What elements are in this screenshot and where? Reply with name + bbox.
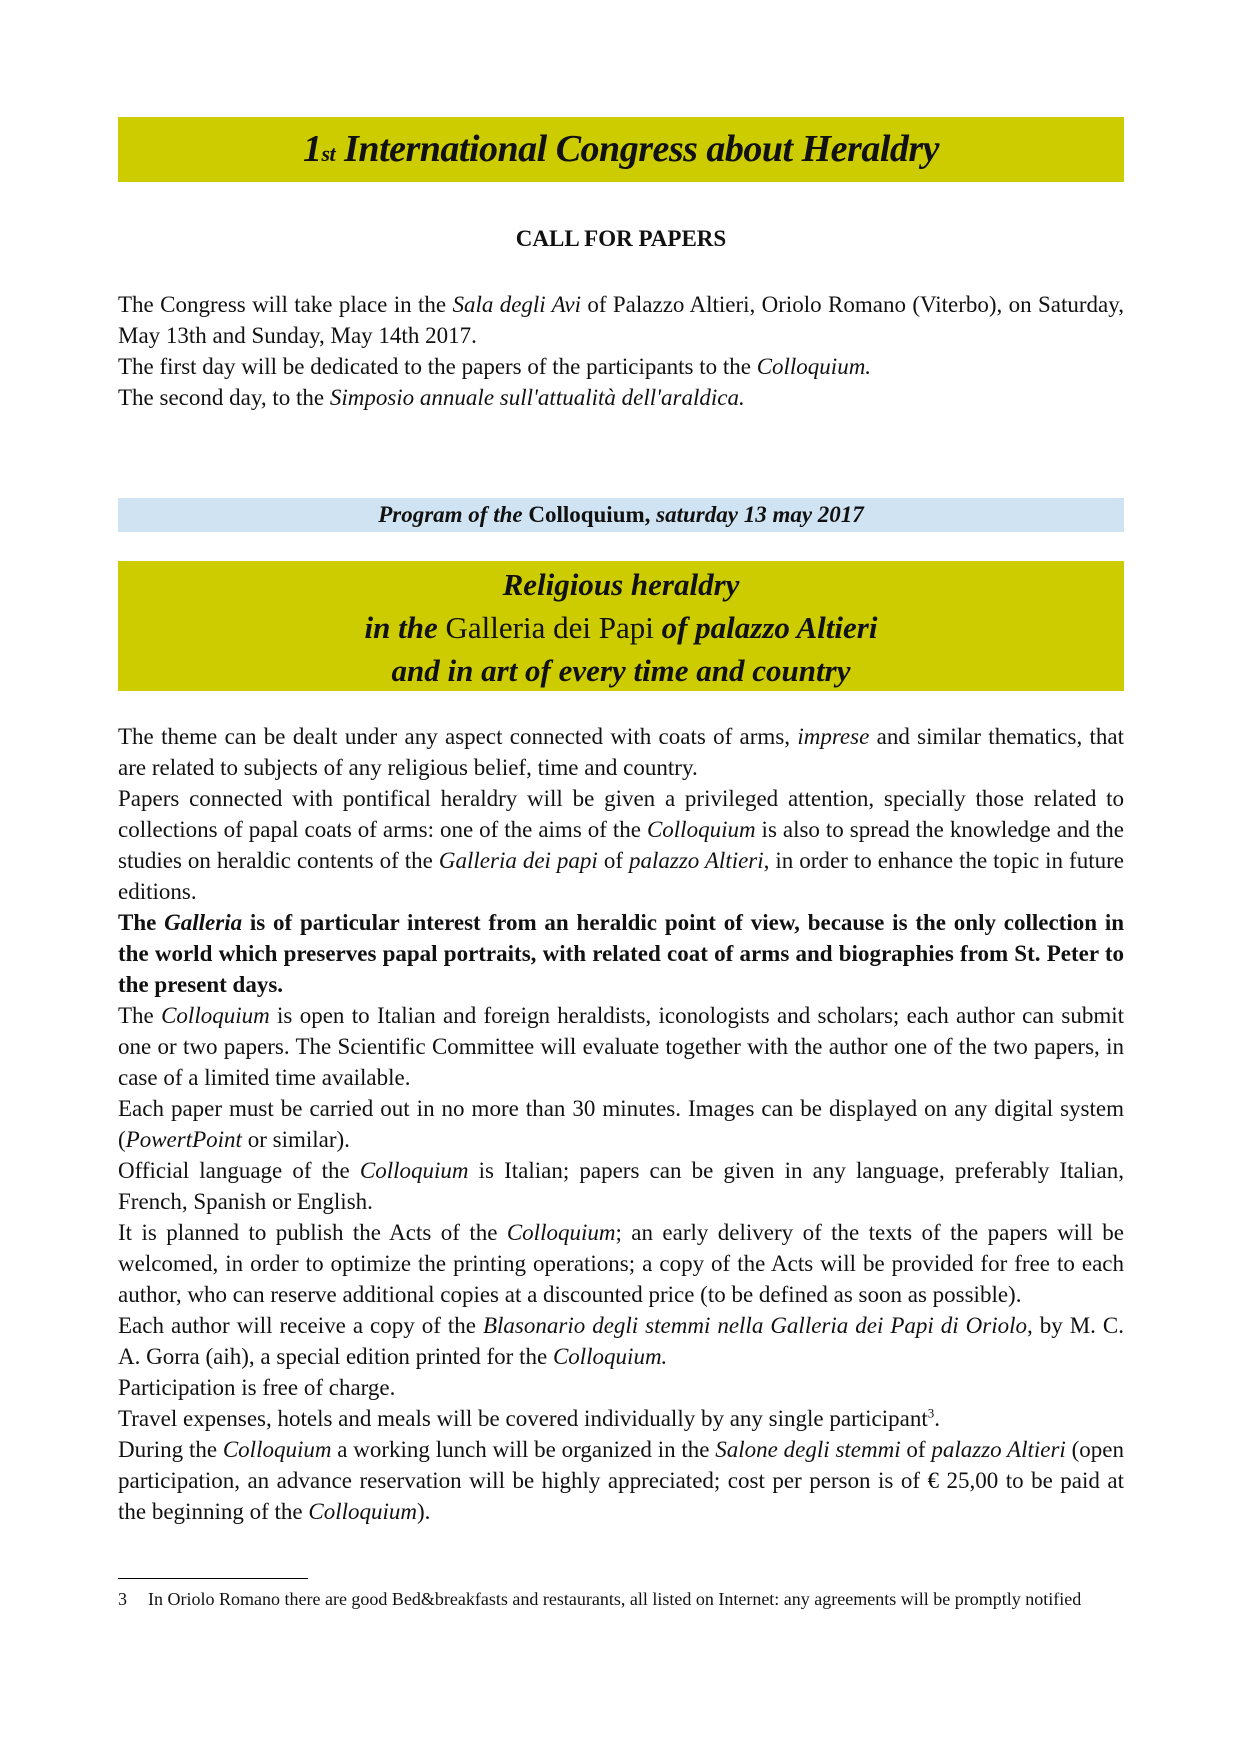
body-section (118, 721, 1124, 1527)
footnote-text: In Oriolo Romano there are good Bed&breakfasts and restaurants, all listed on Internet: any agreements will be promptly notified (148, 1589, 1082, 1609)
body-paragraph-3: The Galleria is of particular interest from an heraldic point of view, because is the only collection in the world which preserves papal portraits, with related coat of arms and biographies from St. Peter to the present days. (118, 910, 1124, 997)
body-paragraph-5: Each paper must be carried out in no more than 30 minutes. Images can be displayed on any digital system (PowertPoint or similar). (118, 1096, 1124, 1152)
footnote (118, 1587, 1124, 1612)
call-for-papers-heading: CALL FOR PAPERS (515, 226, 727, 251)
body-paragraph-4: The Colloquium is open to Italian and foreign heraldists, iconologists and scholars; each author can submit one or two papers. The Scientific Committee will evaluate together with the author one of the two papers, in case of a limited time available. (118, 1003, 1124, 1090)
body-paragraph-8: Each author will receive a copy of the Blasonario degli stemmi nella Galleria dei Papi di Oriolo, by M. C. A. Gorra (aih), a special edition printed for the Colloquium. (118, 1313, 1124, 1369)
theme-line-3: and in art of every time and country (391, 653, 851, 688)
footnote-divider (118, 1578, 308, 1579)
intro-paragraph-3: The second day, to the Simposio annuale sull'attualità dell'araldica. (118, 385, 745, 410)
title-ordinal-number: 1 (302, 128, 322, 170)
title-text: International Congress about Heraldry (335, 128, 940, 170)
body-paragraph-1: The theme can be dealt under any aspect connected with coats of arms, imprese and similar thematics, that are related to subjects of any religious belief, time and country. (118, 724, 1124, 780)
body-paragraph-2: Papers connected with pontifical heraldry will be given a privileged attention, specially those related to collections of papal coats of arms: one of the aims of the Colloquium is also to spread the knowledge and the studies on heraldic contents of the Galleria dei papi of palazzo Altieri, in order to enhance the topic in future editions. (118, 786, 1124, 904)
body-paragraph-9: Participation is free of charge. (118, 1375, 396, 1400)
intro-paragraph-1: The Congress will take place in the Sala degli Avi of Palazzo Altieri, Oriolo Romano (Viterbo), on Saturday, May 13th and Sunday, May 14th 2017. (118, 292, 1124, 348)
footnote-number: 3 (118, 1589, 127, 1609)
body-paragraph-10: Travel expenses, hotels and meals will be covered individually by any single participant$^3$. (118, 1405, 940, 1431)
footnote-reference[interactable]: 3 (927, 1405, 935, 1421)
congress-title-banner (118, 117, 1124, 182)
title-ordinal-suffix: st (321, 141, 336, 166)
theme-line-1: Religious heraldry (502, 567, 740, 602)
body-paragraph-6: Official language of the Colloquium is Italian; papers can be given in any language, preferably Italian, French, Spanish or English. (118, 1158, 1124, 1214)
theme-banner (118, 561, 1124, 691)
program-banner: Program of the Colloquium, saturday 13 may 2017 (118, 498, 1124, 532)
intro-section (118, 289, 1124, 413)
theme-line-2: in the Galleria dei Papi of palazzo Altieri (364, 610, 878, 645)
body-paragraph-7: It is planned to publish the Acts of the Colloquium; an early delivery of the texts of the papers will be welcomed, in order to optimize the printing operations; a copy of the Acts will be provided for free to each author, who can reserve additional copies at a discounted price (to be defined as soon as possible). (118, 1220, 1124, 1307)
body-paragraph-11: During the Colloquium a working lunch will be organized in the Salone degli stemmi of palazzo Altieri (open participation, an advance reservation will be highly appreciated; cost per person is of € 25,00 to be paid at the beginning of the Colloquium). (118, 1437, 1124, 1524)
congress-title (303, 128, 939, 170)
intro-paragraph-2: The first day will be dedicated to the papers of the participants to the Colloquium. (118, 354, 872, 379)
